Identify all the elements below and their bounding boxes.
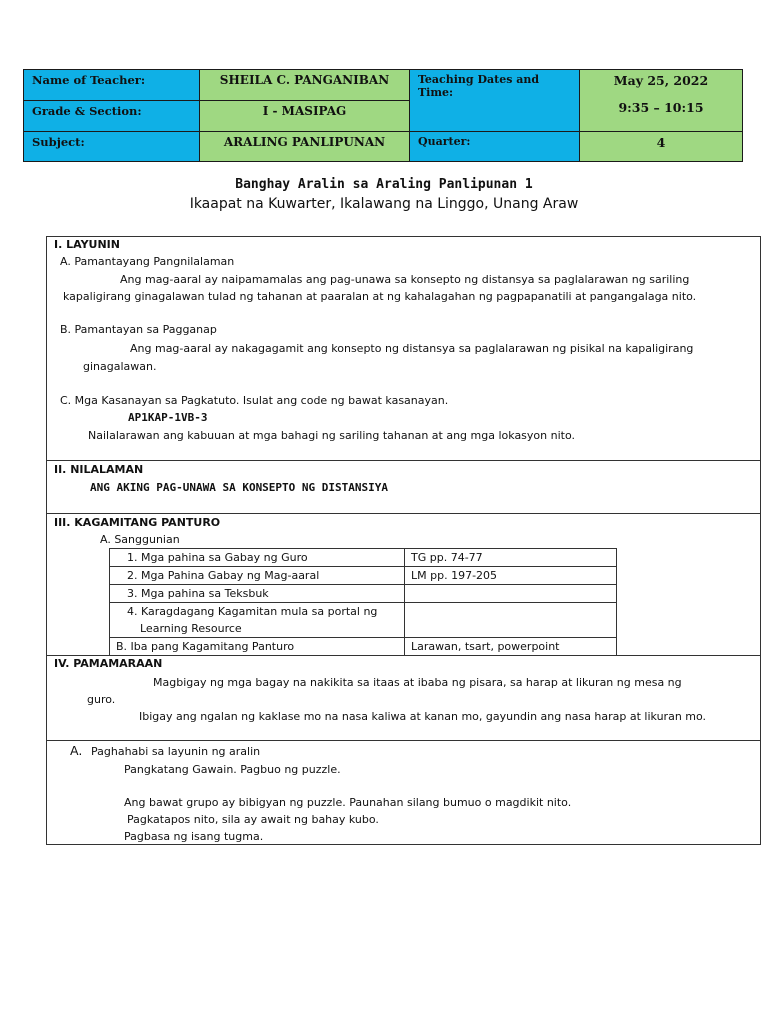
table-row <box>110 585 617 603</box>
layunin-b-text-1: Ang mag-aaral ay nakagagamit ang konsepto ng distansya sa paglalarawan ng pisikal na kapaligirang <box>130 342 694 355</box>
section-divider <box>47 740 760 741</box>
layunin-b-text-2: ginagalawan. <box>83 360 157 373</box>
resource-item: B. Iba pang Kagamitang Panturo <box>110 638 405 656</box>
resource-table <box>109 548 617 656</box>
section-divider <box>47 460 760 461</box>
time-value: 9:35 – 10:15 <box>618 100 704 115</box>
resource-item-line-2: Learning Resource <box>140 622 242 635</box>
pamamaraan-text-3: Ibigay ang ngalan ng kaklase mo na nasa kaliwa at kanan mo, gayundin ang nasa harap at likuran mo. <box>139 710 707 723</box>
resource-value: LM pp. 197-205 <box>405 567 617 585</box>
teaching-dates-value <box>580 70 743 132</box>
table-row <box>110 603 617 638</box>
teaching-dates-label: Teaching Dates and Time: <box>410 70 580 132</box>
step-a-line-1: Pangkatang Gawain. Pagbuo ng puzzle. <box>124 763 341 776</box>
step-a-label: Paghahabi sa layunin ng aralin <box>91 745 261 758</box>
step-a-letter: A. <box>70 743 83 758</box>
subject-value: ARALING PANLIPUNAN <box>200 132 410 162</box>
grade-label: Grade & Section: <box>24 101 200 132</box>
resource-value <box>405 585 617 603</box>
competency-code: AP1KAP-1VB-3 <box>128 411 208 424</box>
nilalaman-text: ANG AKING PAG-UNAWA SA KONSEPTO NG DISTANSIYA <box>90 481 389 494</box>
step-a-line-2: Ang bawat grupo ay bibigyan ng puzzle. Paunahan silang bumuo o magdikit nito. <box>124 796 572 809</box>
table-row <box>110 549 617 567</box>
layunin-heading: I. LAYUNIN <box>54 238 120 251</box>
resource-item: 1. Mga pahina sa Gabay ng Guro <box>110 549 405 567</box>
lesson-header-table <box>23 69 743 162</box>
quarter-label: Quarter: <box>410 132 580 162</box>
step-a-line-3: Pagkatapos nito, sila ay await ng bahay kubo. <box>127 813 379 826</box>
grade-value: I - MASIPAG <box>200 101 410 132</box>
resource-item-line-1: 4. Karagdagang Kagamitan mula sa portal ng <box>127 605 378 618</box>
competency-text: Nailalarawan ang kabuuan at mga bahagi ng sariling tahanan at ang mga lokasyon nito. <box>88 429 575 442</box>
resource-item <box>110 603 405 638</box>
pamamaraan-heading: IV. PAMAMARAAN <box>54 657 163 670</box>
pamamaraan-text-2: guro. <box>87 693 116 706</box>
teacher-label: Name of Teacher: <box>24 70 200 101</box>
resource-item: 2. Mga Pahina Gabay ng Mag-aaral <box>110 567 405 585</box>
layunin-a-label: A. Pamantayang Pangnilalaman <box>60 255 235 268</box>
resource-value: Larawan, tsart, powerpoint <box>405 638 617 656</box>
table-row <box>110 567 617 585</box>
resource-item: 3. Mga pahina sa Teksbuk <box>110 585 405 603</box>
date-value: May 25, 2022 <box>613 73 709 88</box>
table-row <box>110 638 617 656</box>
layunin-a-text-1: Ang mag-aaral ay naipamamalas ang pag-unawa sa konsepto ng distansya sa paglalarawan ng sariling <box>120 273 690 286</box>
sanggunian-label: A. Sanggunian <box>100 533 180 546</box>
step-a-line-4: Pagbasa ng isang tugma. <box>124 830 264 843</box>
kagamitan-heading: III. KAGAMITANG PANTURO <box>54 516 221 529</box>
quarter-value: 4 <box>580 132 743 162</box>
subject-label: Subject: <box>24 132 200 162</box>
pamamaraan-text-1: Magbigay ng mga bagay na nakikita sa itaas at ibaba ng pisara, sa harap at likuran ng mesa ng <box>153 676 682 689</box>
document-title: Banghay Aralin sa Araling Panlipunan 1 <box>235 177 533 192</box>
teacher-value: SHEILA C. PANGANIBAN <box>200 70 410 101</box>
lesson-plan-body <box>46 236 761 845</box>
layunin-a-text-2: kapaligirang ginagalawan tulad ng tahanan at paaralan at ng kahalagahan ng pagpapanatili at pangangalaga nito. <box>63 290 697 303</box>
layunin-c-label: C. Mga Kasanayan sa Pagkatuto. Isulat ang code ng bawat kasanayan. <box>60 394 449 407</box>
layunin-b-label: B. Pamantayan sa Pagganap <box>60 323 217 336</box>
nilalaman-heading: II. NILALAMAN <box>54 463 144 476</box>
resource-value <box>405 603 617 638</box>
document-subtitle: Ikaapat na Kuwarter, Ikalawang na Linggo, Unang Araw <box>189 196 579 212</box>
resource-value: TG pp. 74-77 <box>405 549 617 567</box>
section-divider <box>47 513 760 514</box>
